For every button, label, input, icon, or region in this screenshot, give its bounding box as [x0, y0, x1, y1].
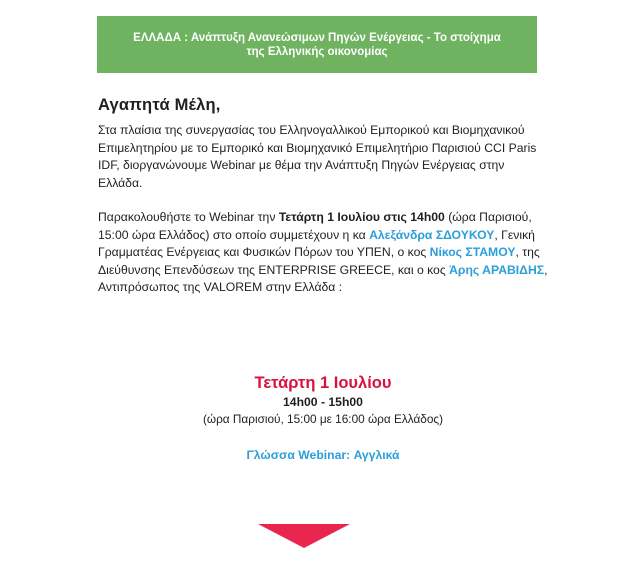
event-time: 14h00 - 15h00 [283, 395, 363, 409]
details-text-2: (ώρα Παρισιού, 15:00 ώρα Ελλάδος) στο οποίο συμμετέχουν η κα [98, 210, 532, 242]
event-local-time: (ώρα Παρισιού, 15:00 με 16:00 ώρα Ελλάδος) [202, 412, 444, 426]
details-paragraph [98, 209, 548, 297]
details-text-5: , Αντιπρόσωπος της VALOREM στην Ελλάδα : [98, 262, 548, 294]
greeting: Αγαπητά Μέλη, [98, 96, 221, 114]
event-date: Τετάρτη 1 Ιουλίου [254, 374, 392, 392]
banner-title: ΕΛΛΑΔΑ : Ανάπτυξη Ανανεώσιμων Πηγών Ενέργειας - Το στοίχημα της Ελληνικής οικονομίας [133, 31, 501, 58]
event-info [98, 372, 548, 462]
event-language: Γλώσσα Webinar: Αγγλικά [246, 448, 400, 462]
intro-paragraph: Στα πλαίσια της συνεργασίας του Ελληνογαλλικού Εμπορικού και Βιομηχανικού Επιμελητηρίου με το Εμπορικό και Βιομηχανικό Επιμελητήριο Παρισιού CCI Paris IDF, διοργανώνουμε Webinar με θέμα την Ανάπτυξη Πηγών Ενέργειας στην Ελλάδα. [98, 123, 537, 190]
details-text-1: Παρακολουθήστε το Webinar την [98, 210, 279, 224]
speaker-stamou: Νίκος ΣΤΑΜΟΥ [429, 245, 516, 259]
header-banner [97, 16, 537, 73]
speaker-aravidis: Άρης ΑΡΑΒΙΔΗΣ [449, 262, 545, 277]
letter-body [98, 96, 548, 297]
details-text-4: , της Διεύθυνσης Επενδύσεων της ENTERPRISE GREECE, και ο κος [98, 245, 540, 277]
webinar-date-highlight: Τετάρτη 1 Ιουλίου στις 14h00 [278, 210, 445, 224]
speaker-sdoukou: Αλεξάνδρα ΣΔΟΥΚΟΥ [369, 227, 495, 242]
down-arrow-icon[interactable] [258, 524, 350, 548]
details-text-3: , Γενική Γραμματέας Ενέργειας και Φυσικών Πόρων του ΥΠΕΝ, ο κος [98, 227, 535, 259]
